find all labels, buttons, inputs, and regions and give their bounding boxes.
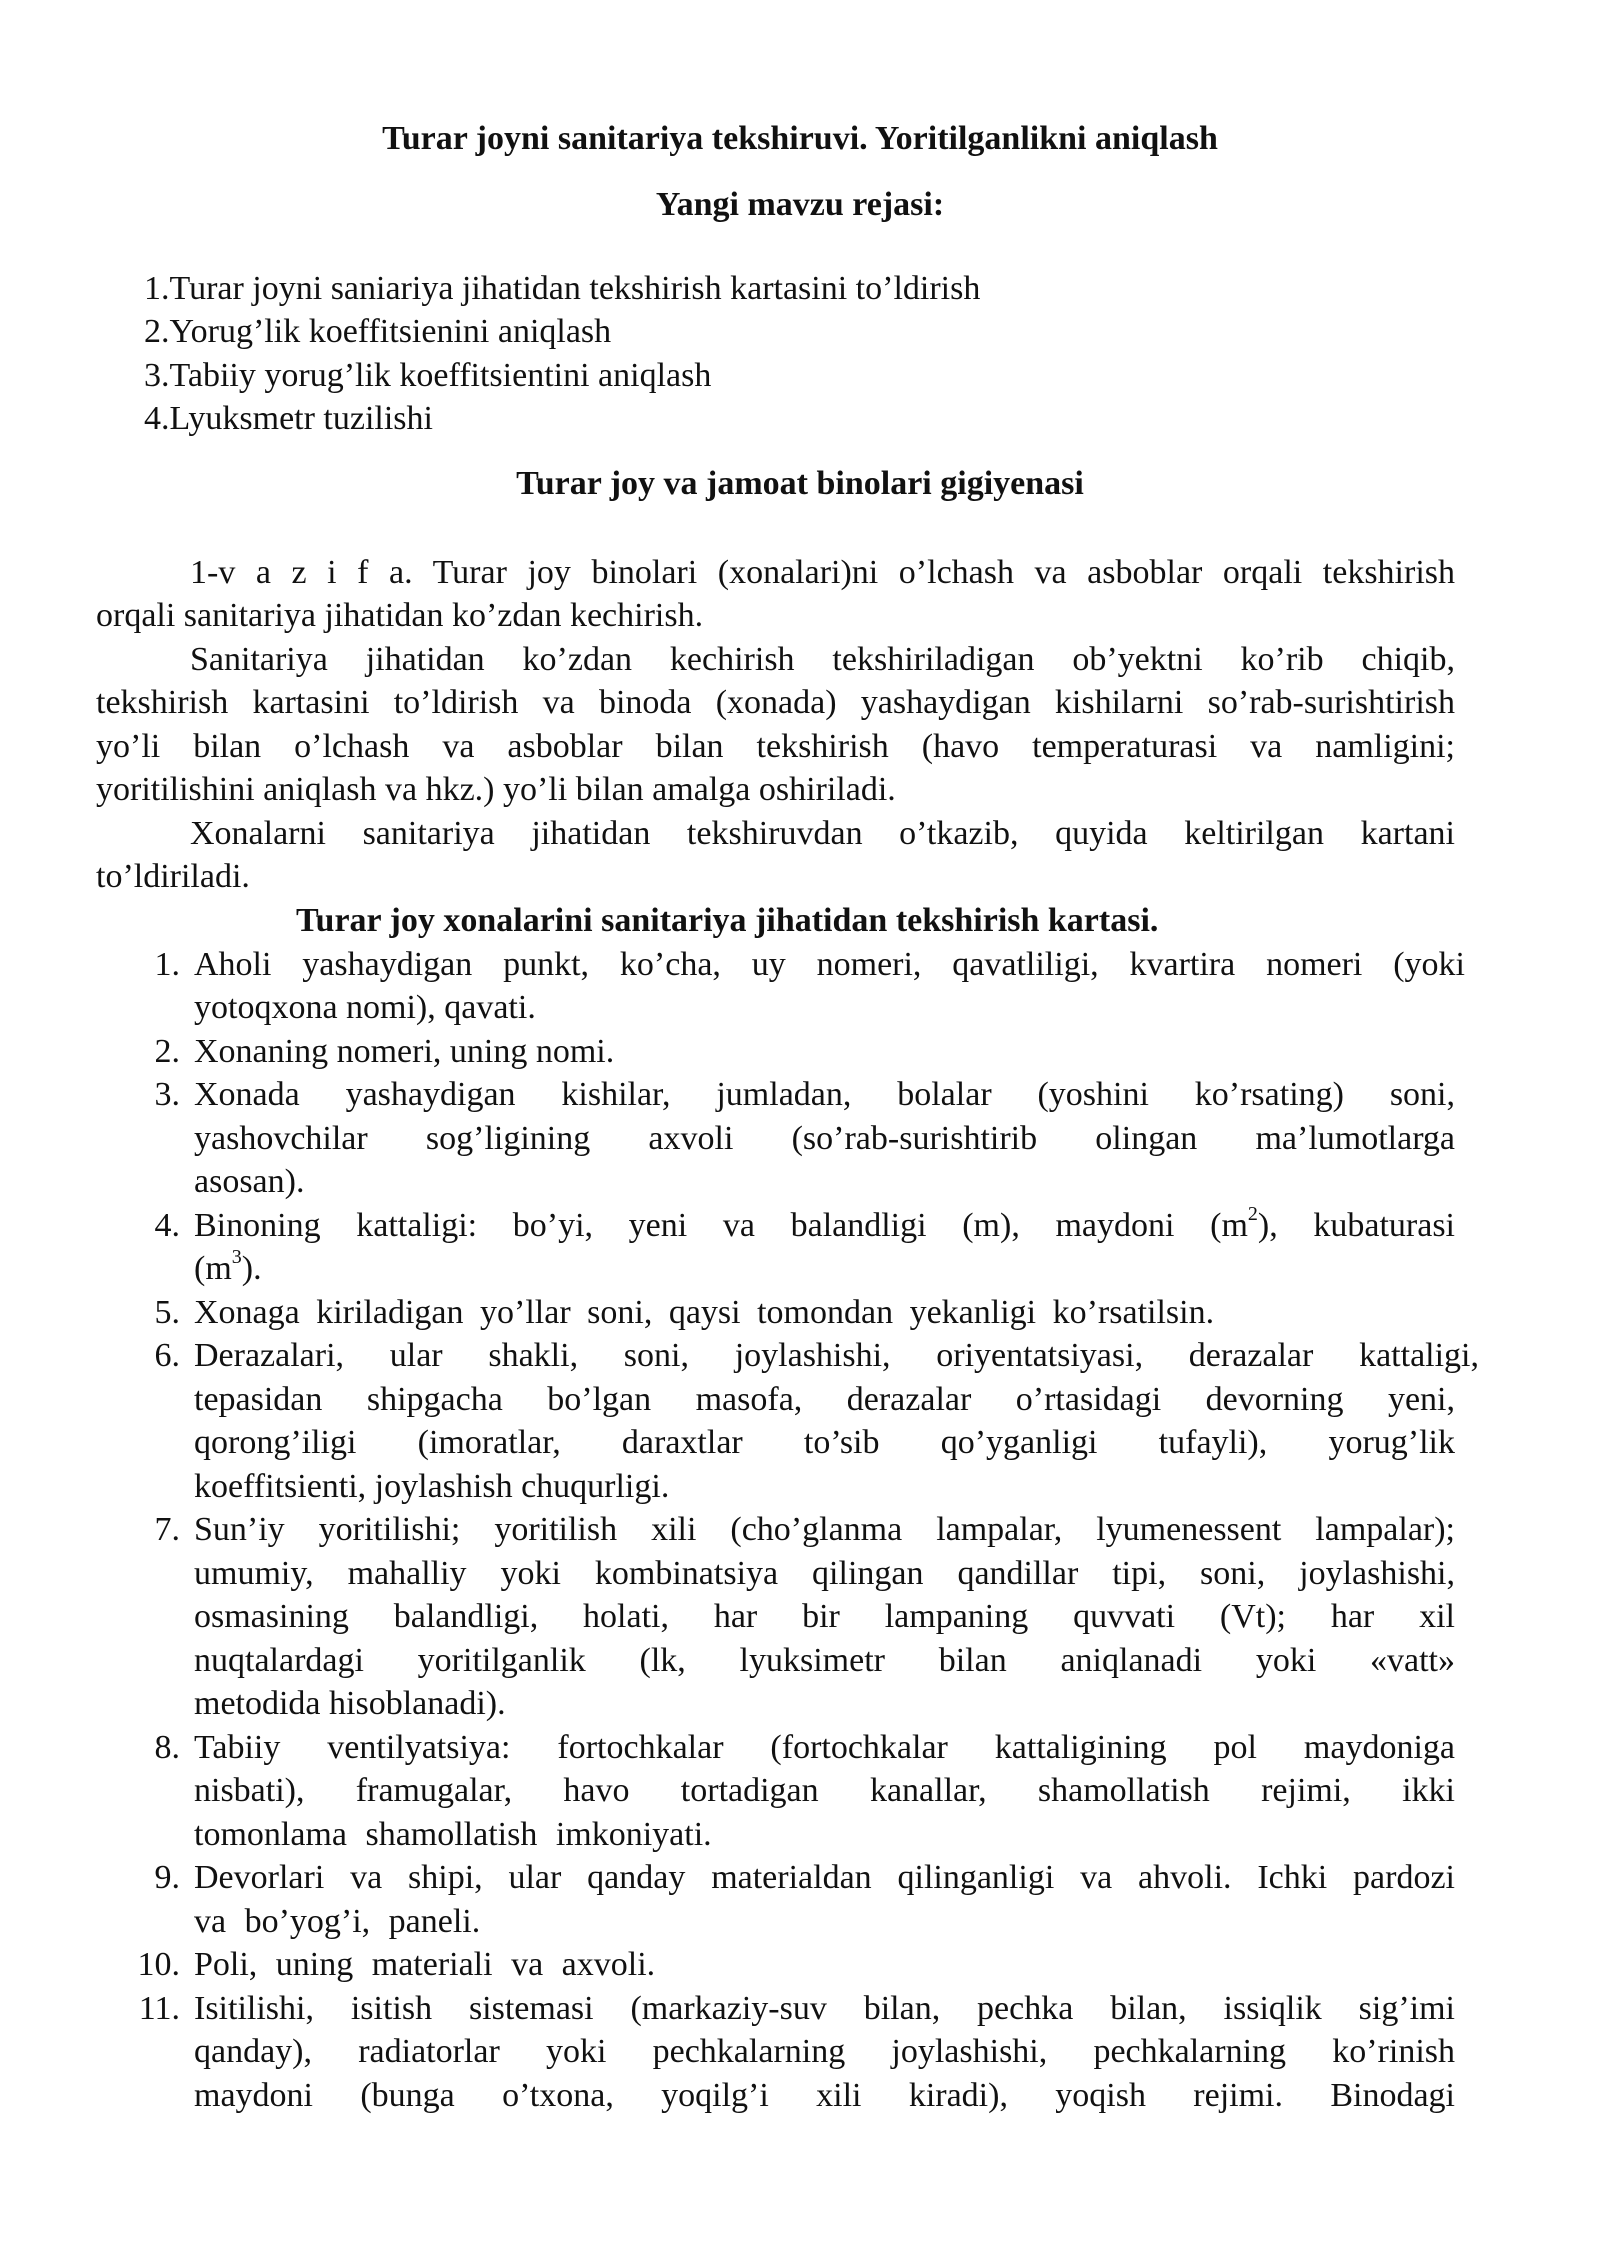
plan-item: 1.Turar joyni saniariya jihatidan tekshirish kartasini to’ldirish <box>144 270 981 307</box>
list-number: 10. <box>137 1946 180 1983</box>
plan-item: 4.Lyuksmetr tuzilishi <box>144 400 433 437</box>
list-item-line: Derazalari, ular shakli, soni, joylashishi, oriyentatsiyasi, derazalar kattaligi, <box>194 1337 1479 1374</box>
list-item-line: Xonaning nomeri, uning nomi. <box>194 1033 615 1070</box>
list-item-line <box>194 1202 1455 1247</box>
plan-heading: Yangi mavzu rejasi: <box>655 186 945 223</box>
paragraph-line: to’ldiriladi. <box>96 858 250 895</box>
list-number: 11. <box>138 1990 180 2027</box>
list-item-line: Aholi yashaydigan punkt, ko’cha, uy nomeri, qavatliligi, kvartira nomeri (yoki <box>194 946 1465 983</box>
line-text: ), kubaturasi <box>1257 1207 1455 1244</box>
list-number: 5. <box>154 1294 180 1331</box>
card-heading: Turar joy xonalarini sanitariya jihatidan tekshirish kartasi. <box>296 902 1159 939</box>
list-item-line: umumiy, mahalliy yoki kombinatsiya qilingan qandillar tipi, soni, joylashishi, <box>194 1555 1455 1592</box>
list-number: 9. <box>154 1859 180 1896</box>
plan-item: 3.Tabiiy yorug’lik koeffitsientini aniqlash <box>144 357 712 394</box>
list-item-line: Isitilishi, isitish sistemasi (markaziy-suv bilan, pechka bilan, issiqlik sig’imi <box>194 1990 1455 2027</box>
list-number: 2. <box>154 1033 180 1070</box>
list-item-line: koeffitsienti, joylashish chuqurligi. <box>194 1468 670 1505</box>
superscript: 2 <box>1247 1202 1258 1225</box>
list-item-line: yotoqxona nomi), qavati. <box>194 989 536 1026</box>
task-paragraph-line: 1-v a z i f a. Turar joy binolari (xonalari)ni o’lchash va asboblar orqali tekshirish <box>190 554 1455 591</box>
list-item-line: va bo’yog’i, paneli. <box>194 1903 481 1940</box>
line-text: Binoning kattaligi: bo’yi, yeni va balandligi (m), maydoni (m <box>194 1207 1248 1244</box>
list-item-line: metodida hisoblanadi). <box>194 1685 506 1722</box>
superscript: 3 <box>231 1245 242 1268</box>
list-item-line: Tabiiy ventilyatsiya: fortochkalar (fortochkalar kattaligining pol maydoniga <box>194 1729 1455 1766</box>
list-item-line: qorong’iligi (imoratlar, daraxtlar to’sib qo’yganligi tufayli), yorug’lik <box>194 1424 1455 1461</box>
list-number: 1. <box>154 946 180 983</box>
list-item-line: yashovchilar sog’ligining axvoli (so’rab-surishtirib olingan ma’lumotlarga <box>194 1120 1455 1157</box>
line-text: ). <box>241 1250 262 1287</box>
list-item-line: Xonada yashaydigan kishilar, jumladan, bolalar (yoshini ko’rsating) soni, <box>194 1076 1455 1113</box>
task-paragraph-line: orqali sanitariya jihatidan ko’zdan kechirish. <box>96 597 704 634</box>
list-item-line: tomonlama shamollatish imkoniyati. <box>194 1816 712 1853</box>
list-item-line: asosan). <box>194 1163 305 1200</box>
paragraph-line: yo’li bilan o’lchash va asboblar bilan tekshirish (havo temperaturasi va namligini; <box>96 728 1455 765</box>
list-item-line: Sun’iy yoritilishi; yoritilish xili (cho’glanma lampalar, lyumenessent lampalar); <box>194 1511 1455 1548</box>
list-item-line: osmasining balandligi, holati, har bir lampaning quvvati (Vt); har xil <box>194 1598 1455 1635</box>
list-number: 7. <box>154 1511 180 1548</box>
list-item-line <box>194 1245 262 1290</box>
list-number: 8. <box>154 1729 180 1766</box>
list-item-line: nisbati), framugalar, havo tortadigan kanallar, shamollatish rejimi, ikki <box>194 1772 1455 1809</box>
list-item-line: tepasidan shipgacha bo’lgan masofa, derazalar o’rtasidagi devorning yeni, <box>194 1381 1455 1418</box>
list-number: 6. <box>154 1337 180 1374</box>
section-heading: Turar joy va jamoat binolari gigiyenasi <box>516 465 1084 502</box>
paragraph-line: tekshirish kartasini to’ldirish va binoda (xonada) yashaydigan kishilarni so’rab-surishtirish <box>96 684 1455 721</box>
line-text: (m <box>194 1250 232 1287</box>
paragraph-line: yoritilishini aniqlash va hkz.) yo’li bilan amalga oshiriladi. <box>96 771 896 808</box>
list-item-line: nuqtalardagi yoritilganlik (lk, lyuksimetr bilan aniqlanadi yoki «vatt» <box>194 1642 1455 1679</box>
list-item-line: maydoni (bunga o’txona, yoqilg’i xili kiradi), yoqish rejimi. Binodagi <box>194 2077 1455 2114</box>
document-title: Turar joyni sanitariya tekshiruvi. Yoritilganlikni aniqlash <box>382 120 1218 157</box>
list-item-line: Poli, uning materiali va axvoli. <box>194 1946 656 1983</box>
list-item-line: Xonaga kiriladigan yo’llar soni, qaysi tomondan yekanligi ko’rsatilsin. <box>194 1294 1215 1331</box>
paragraph-line: Xonalarni sanitariya jihatidan tekshiruvdan o’tkazib, quyida keltirilgan kartani <box>190 815 1455 852</box>
list-number: 3. <box>154 1076 180 1113</box>
plan-item: 2.Yorug’lik koeffitsienini aniqlash <box>144 313 612 350</box>
list-item-line: Devorlari va shipi, ular qanday materialdan qilinganligi va ahvoli. Ichki pardozi <box>194 1859 1455 1896</box>
paragraph-line: Sanitariya jihatidan ko’zdan kechirish tekshiriladigan ob’yektni ko’rib chiqib, <box>190 641 1455 678</box>
list-number: 4. <box>154 1207 180 1244</box>
list-item-line: qanday), radiatorlar yoki pechkalarning joylashishi, pechkalarning ko’rinish <box>194 2033 1455 2070</box>
